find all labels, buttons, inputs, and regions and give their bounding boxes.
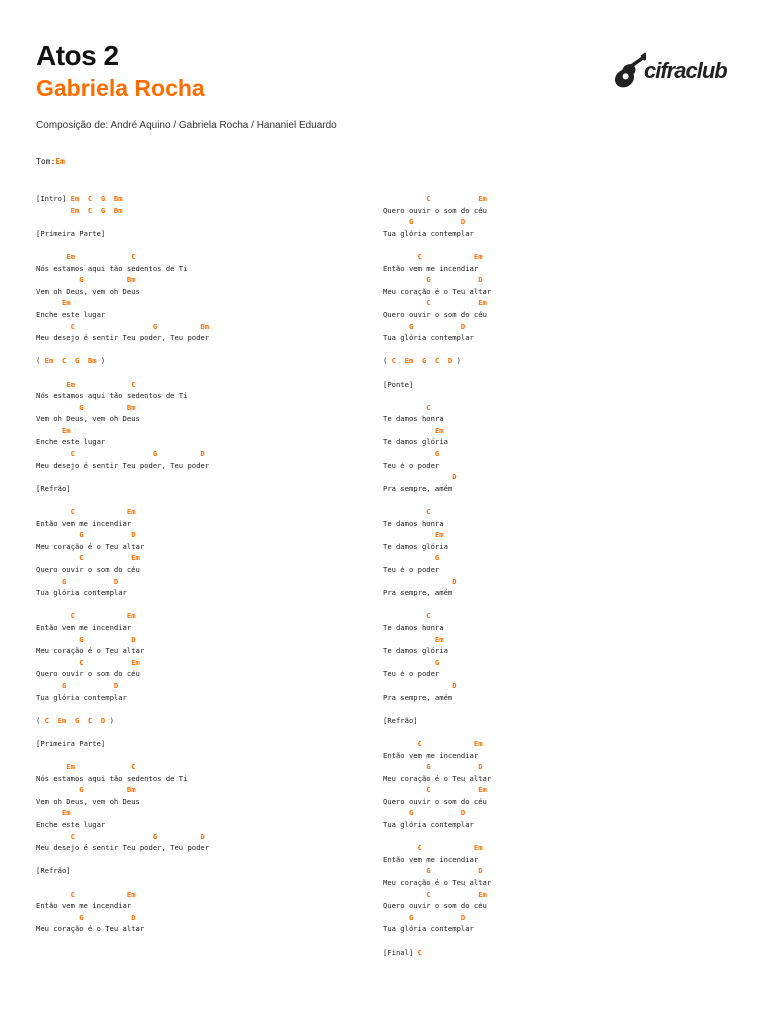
section-label: ( <box>383 356 392 366</box>
chord-line: G D <box>36 576 119 586</box>
lyric-line: Quero ouvir o som do céu <box>36 565 140 574</box>
section-line: [Primeira Parte] <box>36 738 106 748</box>
section-label: [Final] <box>383 947 418 957</box>
chord-line: Em <box>36 425 71 435</box>
lyric-line: Te damos honra <box>383 622 444 632</box>
chord-line: Em C <box>36 379 136 389</box>
lyric-line: Tua glória contemplar <box>36 692 127 702</box>
section-line <box>36 193 209 205</box>
chord-sheet-right-column <box>383 193 491 958</box>
chord-line: C <box>383 402 431 412</box>
lyric-line: Teu é o poder <box>383 460 440 470</box>
chord-group[interactable]: Em C G Bm <box>44 356 97 366</box>
blank-line <box>36 216 209 228</box>
lyric-line: Enche este lugar <box>36 309 106 319</box>
lyric-line: Quero ouvir o som do céu <box>383 901 487 911</box>
chord-line: G D <box>36 912 136 922</box>
chord-line: G <box>383 553 440 563</box>
blank-line <box>36 239 209 251</box>
chord-line: Em C <box>36 762 136 772</box>
section-line: [Ponte] <box>383 379 414 389</box>
chord-line: C <box>383 611 431 621</box>
lyric-line: Então vem me incendiar <box>36 518 132 528</box>
lyric-line: Enche este lugar <box>36 820 106 830</box>
lyric-line: Quero ouvir o som do céu <box>383 796 487 806</box>
chord-line: G D <box>383 217 466 227</box>
lyric-line: Pra sempre, amém <box>383 483 453 493</box>
artist-name[interactable]: Gabriela Rocha <box>36 75 205 101</box>
chord-line: G Bm <box>36 275 136 285</box>
blank-line <box>36 494 209 506</box>
lyric-line: Nós estamos aqui tão sedentos de Ti <box>36 773 188 783</box>
section-label: ( <box>36 715 45 725</box>
lyric-line: Tua glória contemplar <box>383 924 474 934</box>
chord-line: G Bm <box>36 785 136 795</box>
lyric-line: Teu é o poder <box>383 565 440 574</box>
blank-line <box>36 877 209 889</box>
key-line <box>36 157 65 166</box>
chord-line: C Em <box>383 785 487 795</box>
section-line <box>36 355 209 367</box>
chord-line: C G Bm <box>36 321 210 331</box>
chord-line: Em <box>383 425 444 435</box>
section-line <box>36 715 209 727</box>
key-label: Tom: <box>36 157 56 166</box>
chord-line: G <box>383 449 440 459</box>
chord-line: C Em <box>36 657 140 667</box>
lyric-line: Pra sempre, amém <box>383 588 453 598</box>
chord-group[interactable]: C <box>417 947 422 957</box>
section-line: [Refrão] <box>383 715 418 725</box>
chord-line: Em C <box>36 251 136 261</box>
chord-line: G D <box>383 912 466 922</box>
lyric-line: Meu desejo é sentir Teu poder, Teu poder <box>36 333 210 343</box>
lyric-line: Pra sempre, amém <box>383 692 453 702</box>
lyric-line: Te damos glória <box>383 541 448 551</box>
blank-line <box>383 935 491 947</box>
chord-line: G Bm <box>36 402 136 412</box>
blank-line <box>36 750 209 762</box>
composers-line: Composição de: André Aquino / Gabriela Rocha / Hananiel Eduardo <box>36 120 337 131</box>
blank-line <box>36 471 209 483</box>
chord-line: C Em <box>36 553 140 563</box>
lyric-line: Vem oh Deus, vem oh Deus <box>36 286 140 296</box>
section-line: [Refrão] <box>36 483 71 493</box>
chord-sheet-left-column <box>36 193 209 935</box>
blank-line <box>383 703 491 715</box>
blank-line <box>383 494 491 506</box>
blank-line <box>383 390 491 402</box>
blank-line <box>36 344 209 356</box>
lyric-line: Te damos honra <box>383 414 444 424</box>
lyric-line: Meu coração é o Teu altar <box>383 286 492 296</box>
chord-group[interactable]: C Em G C D <box>44 715 106 725</box>
chord-line: C Em <box>383 298 487 308</box>
section-label: ) <box>96 356 106 366</box>
chord-line: D <box>383 680 457 690</box>
lyric-line: Então vem me incendiar <box>383 750 479 760</box>
lyric-line: Então vem me incendiar <box>36 901 132 911</box>
lyric-line: Meu coração é o Teu altar <box>383 878 492 888</box>
lyric-line: Meu desejo é sentir Teu poder, Teu poder <box>36 843 210 853</box>
chord-line: G D <box>36 634 136 644</box>
logo-wordmark: cifraclub <box>644 58 727 83</box>
chord-line: G D <box>383 866 483 876</box>
chord-line: Em C G Bm <box>36 205 123 215</box>
lyric-line: Meu coração é o Teu altar <box>36 646 145 656</box>
chord-line: G D <box>36 680 119 690</box>
chord-line: G D <box>36 530 136 540</box>
chord-line: Em <box>36 298 71 308</box>
chord-line: C Em <box>383 889 487 899</box>
chord-line: Em <box>36 808 71 818</box>
lyric-line: Quero ouvir o som do céu <box>36 669 140 679</box>
chord-line: D <box>383 472 457 482</box>
lyric-line: Te damos glória <box>383 437 448 447</box>
chord-line: C Em <box>383 251 483 261</box>
chord-line: C Em <box>383 194 487 203</box>
chord-line: D <box>383 576 457 586</box>
chord-line: G D <box>383 808 466 818</box>
lyric-line: Quero ouvir o som do céu <box>383 309 487 319</box>
chord-line: Em <box>383 530 444 540</box>
chord-line: C G D <box>36 449 205 459</box>
chord-line: Em <box>383 634 444 644</box>
blank-line <box>383 344 491 356</box>
guitar-icon <box>606 48 646 90</box>
song-title: Atos 2 <box>36 40 119 71</box>
chord-line: C Em <box>36 611 136 621</box>
lyric-line: Meu coração é o Teu altar <box>36 924 145 934</box>
lyric-line: Então vem me incendiar <box>36 622 132 632</box>
lyric-line: Então vem me incendiar <box>383 263 479 273</box>
chord-line: G D <box>383 321 466 331</box>
chord-group[interactable]: C Em G C D <box>391 356 453 366</box>
blank-line <box>36 726 209 738</box>
lyric-line: Te damos glória <box>383 646 448 656</box>
blank-line <box>383 599 491 611</box>
lyric-line: Meu desejo é sentir Teu poder, Teu poder <box>36 460 210 470</box>
section-line <box>383 355 491 367</box>
lyric-line: Vem oh Deus, vem oh Deus <box>36 414 140 424</box>
lyric-line: Tua glória contemplar <box>383 333 474 343</box>
lyric-line: Meu coração é o Teu altar <box>383 773 492 783</box>
section-line <box>383 947 491 959</box>
blank-line <box>383 726 491 738</box>
section-label: ) <box>105 715 114 725</box>
chord-line: C G D <box>36 831 205 841</box>
lyric-line: Tua glória contemplar <box>383 820 474 830</box>
blank-line <box>383 367 491 379</box>
chord-line: C Em <box>36 889 136 899</box>
blank-line <box>383 239 491 251</box>
blank-line <box>36 367 209 379</box>
blank-line <box>36 703 209 715</box>
blank-line <box>36 599 209 611</box>
lyric-line: Vem oh Deus, vem oh Deus <box>36 796 140 806</box>
blank-line <box>383 831 491 843</box>
lyric-line: Te damos honra <box>383 518 444 528</box>
chord-line: G D <box>383 762 483 772</box>
blank-line <box>36 854 209 866</box>
lyric-line: Tua glória contemplar <box>36 588 127 598</box>
lyric-line: Nós estamos aqui tão sedentos de Ti <box>36 263 188 273</box>
lyric-line: Nós estamos aqui tão sedentos de Ti <box>36 391 188 401</box>
lyric-line: Teu é o poder <box>383 669 440 679</box>
chord-line: G <box>383 657 440 667</box>
chord-group[interactable]: Em C G Bm <box>70 194 123 203</box>
section-label: ) <box>452 356 461 366</box>
key-value[interactable]: Em <box>55 157 65 166</box>
chord-line: C Em <box>383 738 483 748</box>
lyric-line: Então vem me incendiar <box>383 854 479 864</box>
section-label: ( <box>36 356 45 366</box>
section-line: [Refrão] <box>36 866 71 876</box>
lyric-line: Quero ouvir o som do céu <box>383 205 487 215</box>
chord-line: C Em <box>36 507 136 517</box>
chord-line: G D <box>383 275 483 285</box>
cifraclub-logo[interactable] <box>606 48 727 90</box>
lyric-line: Tua glória contemplar <box>383 228 474 238</box>
lyric-line: Enche este lugar <box>36 437 106 447</box>
section-label: [Intro] <box>36 194 71 203</box>
chord-line: C Em <box>383 843 483 853</box>
chord-line: C <box>383 507 431 517</box>
lyric-line: Meu coração é o Teu altar <box>36 541 145 551</box>
section-line: [Primeira Parte] <box>36 228 106 238</box>
